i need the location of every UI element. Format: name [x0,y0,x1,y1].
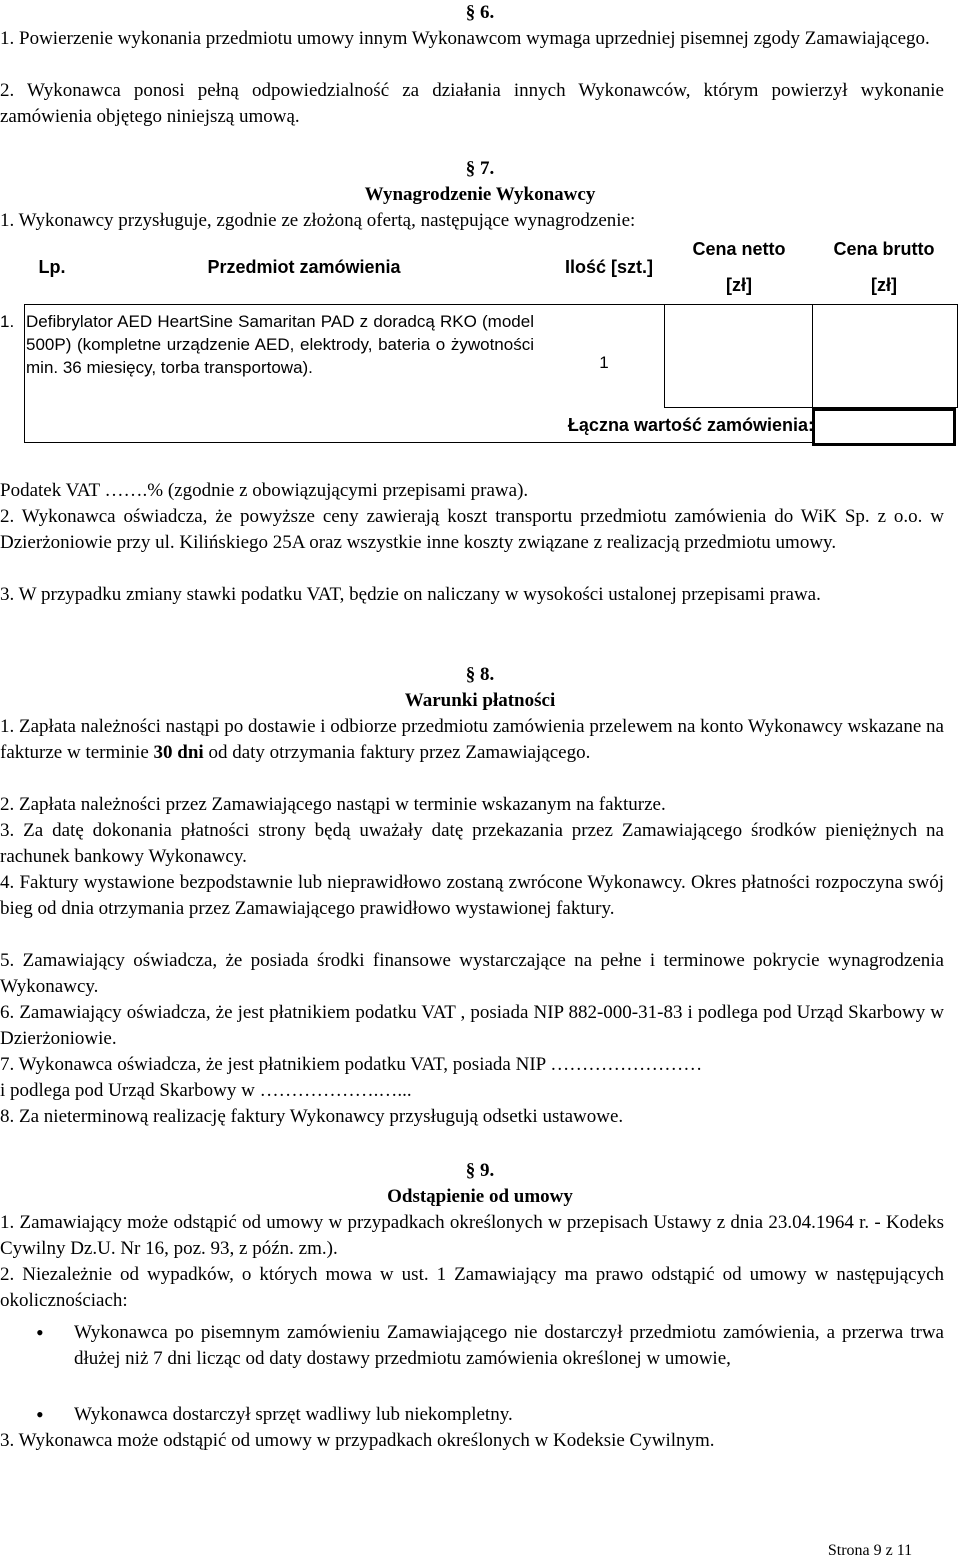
table-right-border [957,304,958,408]
section-9-title: Odstąpienie od umowy [387,1186,573,1207]
header-item: Przedmiot zamówienia [207,257,401,277]
page-number: Strona 9 z 11 [827,1542,913,1559]
s8-paragraph-6: 6. Zamawiający oświadcza, że jest płatnikiem podatku VAT , posiada NIP 882-000-31-83 i podlega pod Urząd Skarbowy w Dzierżoniowie. [0,1002,944,1049]
s6-paragraph-1: 1. Powierzenie wykonania przedmiotu umowy innym Wykonawcom wymaga uprzedniej pisemnej zgody Zamawiającego. [0,28,930,49]
s9-bullet-1: Wykonawca po pisemnym zamówieniu Zamawiającego nie dostarczył przedmiotu zamówienia, a przerwa trwa dłużej niż 7 dni licząc od daty dostawy przedmiotu zamówienia określonej w umowie, [74,1322,944,1369]
s9-paragraph-3: 3. Wykonawca może odstąpić od umowy w przypadkach określonych w Kodeksie Cywilnym. [0,1430,715,1451]
total-label: Łączna wartość zamówienia: [567,415,814,435]
bullet-icon: • [36,1320,44,1345]
s8-paragraph-8: 8. Za nieterminową realizację faktury Wykonawcy przysługują odsetki ustawowe. [0,1106,624,1127]
table-gross-column-border [812,304,813,408]
header-net-unit: [zł] [726,275,752,295]
s8-paragraph-3: 3. Za datę dokonania płatności strony będą uważały datę przekazania przez Zamawiającego środków pieniężnych na rachunek bankowy Wykonawcy. [0,820,944,867]
header-qty: Ilość [szt.] [564,257,653,277]
section-7-heading: § 7. [465,158,495,179]
header-gross-unit: [zł] [871,275,897,295]
s9-paragraph-1: 1. Zamawiający może odstąpić od umowy w przypadkach określonych w przepisach Ustawy z dnia 23.04.1964 r. - Kodeks Cywilny Dz.U. Nr 16, poz. 93, z późn. zm.). [0,1212,944,1259]
vat-line: Podatek VAT …….% (zgodnie z obowiązującymi przepisami prawa). [0,480,529,501]
table-bottom-line [24,442,812,443]
s8-paragraph-4: 4. Faktury wystawione bezpodstawnie lub nieprawidłowo zostaną zwrócone Wykonawcy. Okres płatności rozpoczyna swój bieg od dnia otrzymania przez Zamawiającego prawidłowo wystawionej faktury. [0,872,944,919]
row-quantity: 1 [599,353,609,372]
header-net: Cena netto [692,239,786,259]
s7-paragraph-3: 3. W przypadku zmiany stawki podatku VAT, będzie on naliczany w wysokości ustalonej przepisami prawa. [0,584,821,605]
s7-paragraph-1: 1. Wykonawcy przysługuje, zgodnie ze złożoną ofertą, następujące wynagrodzenie: [0,210,636,231]
section-7-title: Wynagrodzenie Wykonawcy [364,184,596,205]
section-8-heading: § 8. [465,664,495,685]
s8-paragraph-7-line-1: 7. Wykonawca oświadcza, że jest płatnikiem podatku VAT, posiada NIP …………………… [0,1054,703,1075]
s9-paragraph-2: 2. Niezależnie od wypadków, o których mowa w ust. 1 Zamawiający ma prawo odstąpić od umowy w następujących okolicznościach: [0,1264,944,1311]
table-divider [24,304,958,305]
table-net-column-border [664,304,665,408]
row-lp: 1. [0,312,15,331]
section-8-title: Warunki płatności [404,690,556,711]
total-value-box [812,408,956,446]
s6-paragraph-2: 2. Wykonawca ponosi pełną odpowiedzialność za działania innych Wykonawców, którym powierzył wykonanie zamówienia objętego niniejszą umową. [0,80,944,127]
section-9-heading: § 9. [465,1160,495,1181]
bullet-icon: • [36,1402,44,1427]
header-gross: Cena brutto [833,239,935,259]
section-6-heading: § 6. [465,2,495,23]
s8-paragraph-5: 5. Zamawiający oświadcza, że posiada środki finansowe wystarczające na pełne i terminowe pokrycie wynagrodzenia Wykonawcy. [0,950,944,997]
row-item-description: Defibrylator AED HeartSine Samaritan PAD z doradcą RKO (model 500P) (kompletne urządzenie AED, elektrody, bateria o żywotności min. 36 miesięcy, torba transportowa). [26,312,534,377]
s8-paragraph-2: 2. Zapłata należności przez Zamawiającego nastąpi w terminie wskazanym na fakturze. [0,794,666,815]
s7-paragraph-2: 2. Wykonawca oświadcza, że powyższe ceny zawierają koszt transportu przedmiotu zamówienia do WiK Sp. z o.o. w Dzierżoniowie przy ul. Kilińskiego 25A oraz wszystkie inne koszty związane z realizacją przedmiotu umowy. [0,506,944,553]
table-left-border [24,304,25,443]
header-lp: Lp. [38,257,66,277]
s8-paragraph-7-line-2: i podlega pod Urząd Skarbowy w ……………….…... [0,1080,412,1101]
s8-paragraph-1: 1. Zapłata należności nastąpi po dostawie i odbiorze przedmiotu zamówienia przelewem na konto Wykonawcy wskazane na fakturze w terminie 30 dni od daty otrzymania faktury przez Zamawiającego. [0,716,944,763]
remuneration-table [0,232,958,444]
s9-bullet-2: Wykonawca dostarczył sprzęt wadliwy lub niekompletny. [74,1404,513,1425]
